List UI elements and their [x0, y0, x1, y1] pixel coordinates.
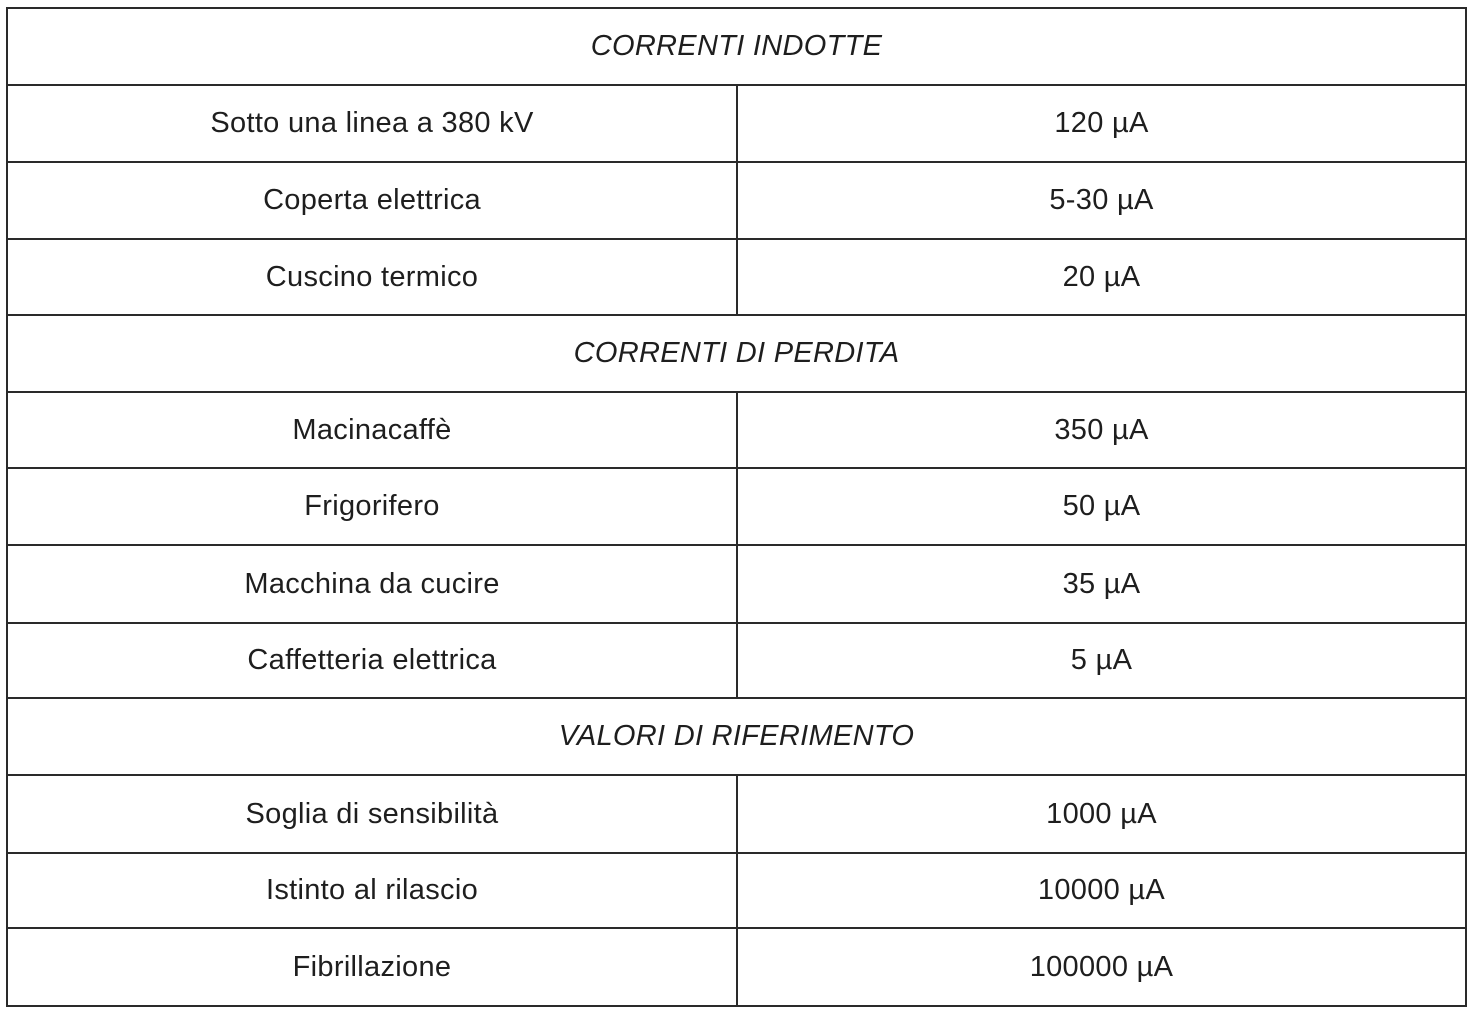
table-row [7, 239, 1466, 315]
row-value: 50 µA [737, 468, 1466, 545]
row-label: Sotto una linea a 380 kV [7, 85, 737, 162]
section-title: CORRENTI INDOTTE [7, 8, 1466, 85]
row-value: 5 µA [737, 623, 1466, 698]
row-label: Soglia di sensibilità [7, 775, 737, 853]
table-row [7, 623, 1466, 698]
table-row [7, 162, 1466, 239]
row-value: 120 µA [737, 85, 1466, 162]
section-title: CORRENTI DI PERDITA [7, 315, 1466, 392]
row-label: Macchina da cucire [7, 545, 737, 623]
row-label: Caffetteria elettrica [7, 623, 737, 698]
table-row [7, 928, 1466, 1006]
row-label: Coperta elettrica [7, 162, 737, 239]
row-label: Cuscino termico [7, 239, 737, 315]
row-label: Macinacaffè [7, 392, 737, 468]
row-value: 10000 µA [737, 853, 1466, 928]
table-row [7, 775, 1466, 853]
table-row [7, 853, 1466, 928]
table-row [7, 468, 1466, 545]
row-label: Istinto al rilascio [7, 853, 737, 928]
row-label: Fibrillazione [7, 928, 737, 1006]
table-row [7, 545, 1466, 623]
section-title: VALORI DI RIFERIMENTO [7, 698, 1466, 775]
section-header-row [7, 315, 1466, 392]
table-row [7, 85, 1466, 162]
section-header-row [7, 8, 1466, 85]
table-row [7, 392, 1466, 468]
row-value: 100000 µA [737, 928, 1466, 1006]
currents-table [6, 7, 1467, 1007]
row-value: 20 µA [737, 239, 1466, 315]
section-header-row [7, 698, 1466, 775]
row-value: 5-30 µA [737, 162, 1466, 239]
row-value: 1000 µA [737, 775, 1466, 853]
row-value: 35 µA [737, 545, 1466, 623]
row-label: Frigorifero [7, 468, 737, 545]
row-value: 350 µA [737, 392, 1466, 468]
